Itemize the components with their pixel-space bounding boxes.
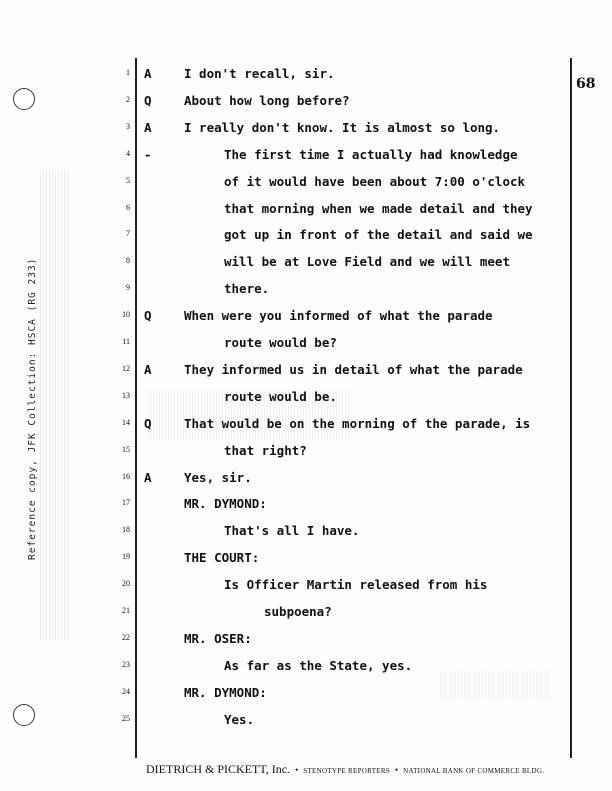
- transcript-line: [0, 93, 612, 119]
- transcript-line: [0, 389, 612, 415]
- speaker-marker: A: [144, 469, 152, 485]
- transcript-line: [0, 335, 612, 361]
- line-text: About how long before?: [184, 92, 350, 108]
- transcript-line: [0, 416, 612, 442]
- footer-service: STENOTYPE REPORTERS: [303, 767, 391, 775]
- transcript-line: [0, 685, 612, 711]
- line-number: 25: [122, 713, 130, 723]
- line-number: 2: [126, 94, 130, 104]
- line-text: When were you informed of what the parade: [184, 308, 493, 324]
- line-text: I don't recall, sir.: [184, 66, 335, 81]
- line-number: 10: [122, 310, 130, 320]
- transcript-line: [0, 254, 612, 280]
- line-number: 23: [122, 659, 130, 669]
- transcript-line: [0, 227, 612, 253]
- line-text: subpoena?: [264, 604, 332, 619]
- line-number: 1: [126, 68, 130, 77]
- line-number: 17: [122, 498, 130, 508]
- transcript-line: [0, 147, 612, 173]
- line-text: will be at Love Field and we will meet: [224, 254, 510, 270]
- transcript-line: [0, 174, 612, 200]
- line-number: 12: [122, 363, 130, 373]
- footer-firm: DIETRICH & PICKETT, Inc.: [146, 762, 291, 776]
- line-text: route would be?: [224, 335, 337, 350]
- transcript-line: [0, 443, 612, 469]
- transcript-line: [0, 120, 612, 146]
- speaker-marker: Q: [144, 308, 152, 324]
- line-number: 24: [122, 686, 130, 696]
- speaker-marker: Q: [144, 415, 152, 431]
- line-number: 15: [122, 444, 130, 454]
- line-text: got up in front of the detail and said we: [224, 227, 533, 243]
- transcript-line: [0, 631, 612, 657]
- footer-address: NATIONAL BANK OF COMMERCE BLDG.: [403, 767, 545, 775]
- transcript-line: [0, 362, 612, 388]
- line-number: 22: [122, 632, 130, 642]
- speaker-marker: -: [144, 146, 152, 162]
- line-number: 7: [126, 229, 130, 239]
- speaker-marker: A: [144, 119, 152, 135]
- line-text: MR. DYMOND:: [184, 684, 267, 700]
- line-text: As far as the State, yes.: [224, 657, 413, 673]
- line-number: 8: [126, 256, 130, 266]
- line-text: MR. DYMOND:: [184, 496, 267, 512]
- line-number: 16: [122, 471, 130, 481]
- line-number: 19: [122, 552, 130, 562]
- line-number: 13: [122, 390, 130, 400]
- line-text: THE COURT:: [184, 550, 260, 566]
- reporter-footer: DIETRICH & PICKETT, Inc. • STENOTYPE REPORTERS • NATIONAL BANK OF COMMERCE BLDG.: [146, 762, 545, 776]
- transcript-line: [0, 308, 612, 334]
- transcript-line: [0, 550, 612, 576]
- line-number: 6: [126, 202, 130, 212]
- transcript-line: [0, 496, 612, 522]
- archive-margin-stamp: Reference copy, JFK Collection: HSCA (RG 233): [27, 257, 38, 560]
- line-text: that right?: [224, 442, 307, 458]
- line-number: 20: [122, 579, 130, 589]
- transcript-line: [0, 470, 612, 496]
- line-text: Is Officer Martin released from his: [224, 577, 488, 593]
- transcript-line: [0, 201, 612, 227]
- line-text: They informed us in detail of what the parade: [184, 361, 523, 377]
- line-number: 21: [122, 606, 130, 615]
- transcript-line: [0, 658, 612, 684]
- line-text: there.: [224, 281, 270, 297]
- line-text: MR. OSER:: [184, 630, 252, 646]
- transcript-line: [0, 281, 612, 307]
- line-text: of it would have been about 7:00 o'clock: [224, 173, 526, 189]
- line-number: 18: [122, 525, 130, 535]
- line-text: That would be on the morning of the parade, is: [184, 415, 531, 431]
- transcript-line: [0, 604, 612, 630]
- line-number: 5: [126, 175, 130, 185]
- speaker-marker: A: [144, 361, 152, 377]
- transcript-line: [0, 712, 612, 738]
- page-number: 68: [576, 76, 596, 92]
- speaker-marker: Q: [144, 92, 152, 108]
- line-text: route would be.: [224, 388, 337, 404]
- line-text: Yes, sir.: [184, 469, 252, 485]
- line-text: The first time I actually had knowledge: [224, 146, 518, 162]
- transcript-line: [0, 66, 612, 92]
- line-text: that morning when we made detail and they: [224, 200, 533, 216]
- transcript-line: [0, 577, 612, 603]
- speaker-marker: A: [144, 66, 152, 81]
- transcript-line: [0, 523, 612, 549]
- line-number: 9: [126, 283, 130, 293]
- line-text: Yes.: [224, 711, 255, 727]
- line-number: 4: [126, 148, 130, 158]
- line-number: 3: [126, 121, 130, 131]
- line-text: I really don't know. It is almost so long.: [184, 119, 501, 135]
- line-text: That's all I have.: [224, 523, 360, 539]
- line-number: 14: [122, 417, 130, 427]
- line-number: 11: [122, 337, 130, 346]
